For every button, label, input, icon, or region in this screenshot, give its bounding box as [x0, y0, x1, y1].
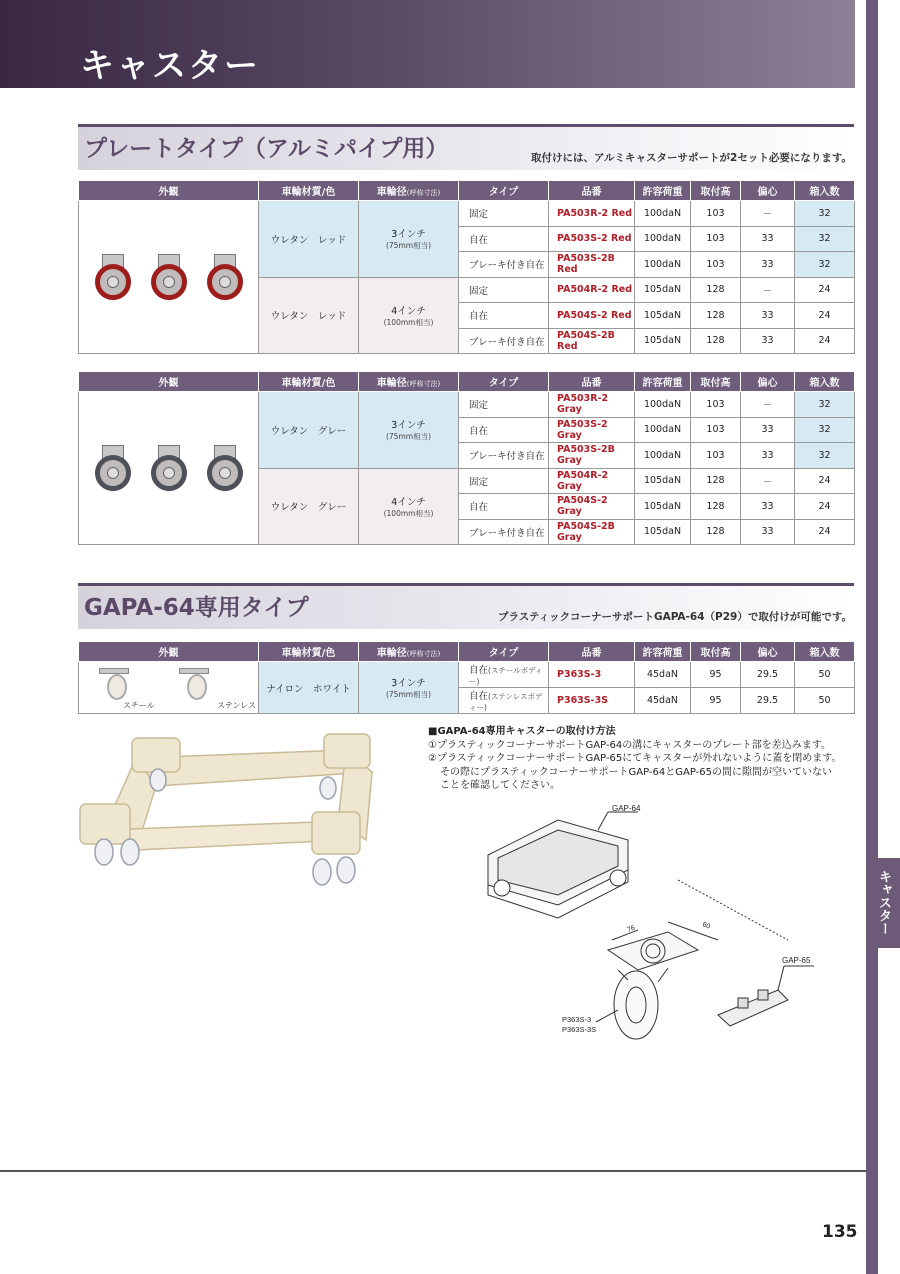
method-title: ■GAPA-64専用キャスターの取付け方法: [428, 726, 616, 737]
side-index-tab-label: キャスター: [876, 870, 891, 935]
offset-cell: －: [741, 201, 795, 227]
offset-cell: 33: [741, 226, 795, 252]
section-note: 取付けには、アルミキャスターサポートが2セット必要になります。: [530, 152, 852, 164]
load-cell: 100daN: [635, 392, 691, 418]
dimension-label-76: 76: [626, 924, 637, 934]
type-cell: 固定: [459, 201, 549, 227]
caster-photo: [173, 668, 223, 704]
method-step: その際にプラスティックコーナーサポートGAP-64とGAP-65の間に隙間が空いていない: [440, 766, 832, 778]
height-cell: 103: [691, 392, 741, 418]
product-image-red-casters: [79, 201, 259, 354]
product-code: P363S-3S: [549, 688, 635, 714]
qty-cell: 24: [795, 277, 855, 303]
table-row: [79, 662, 855, 688]
col-diameter: 車輪径(呼称寸法): [359, 372, 459, 392]
height-cell: 128: [691, 328, 741, 354]
section-title: プレートタイプ（アルミパイプ用）: [84, 136, 449, 162]
col-offset: 偏心: [741, 372, 795, 392]
height-cell: 128: [691, 468, 741, 494]
offset-cell: －: [741, 277, 795, 303]
qty-cell: 24: [795, 468, 855, 494]
caster-photo: [90, 439, 136, 497]
col-appearance: 外観: [79, 372, 259, 392]
material-cell: ウレタン グレー: [259, 468, 359, 545]
label-caster-p363s3s: P363S-3S: [562, 1025, 597, 1034]
type-cell: 自在: [459, 303, 549, 329]
col-height: 取付高: [691, 372, 741, 392]
qty-cell: 24: [795, 494, 855, 520]
type-cell: ブレーキ付き自在: [459, 443, 549, 469]
col-qty: 箱入数: [795, 372, 855, 392]
col-material: 車輪材質/色: [259, 372, 359, 392]
col-height: 取付高: [691, 642, 741, 662]
load-cell: 105daN: [635, 468, 691, 494]
type-cell: 自在(スチールボディー): [459, 662, 549, 688]
material-cell: ナイロン ホワイト: [259, 662, 359, 714]
dimension-label-60: 60: [701, 921, 712, 931]
col-type: タイプ: [459, 642, 549, 662]
type-cell: 自在: [459, 494, 549, 520]
caster-photo: [146, 248, 192, 306]
height-cell: 128: [691, 519, 741, 545]
caster-photo: [202, 439, 248, 497]
section-header-plate-type: [78, 124, 854, 170]
type-cell: ブレーキ付き自在: [459, 519, 549, 545]
section-note: プラスティックコーナーサポートGAPA-64（P29）で取付けが可能です。: [498, 611, 852, 623]
product-code: PA504S-2 Red: [549, 303, 635, 329]
offset-cell: 33: [741, 443, 795, 469]
height-cell: 95: [691, 688, 741, 714]
product-code: PA503S-2B Gray: [549, 443, 635, 469]
qty-cell: 32: [795, 392, 855, 418]
offset-cell: 33: [741, 252, 795, 278]
spec-table-red: [78, 180, 855, 354]
product-code: PA504S-2B Gray: [549, 519, 635, 545]
section-header-gapa64: [78, 583, 854, 629]
table-row: [79, 392, 855, 418]
table-header-row: [79, 372, 855, 392]
load-cell: 100daN: [635, 417, 691, 443]
diameter-cell: 3インチ (75mm相当): [359, 392, 459, 469]
col-appearance: 外観: [79, 642, 259, 662]
load-cell: 105daN: [635, 328, 691, 354]
table-header-row: [79, 181, 855, 201]
diameter-cell: 4インチ (100mm相当): [359, 277, 459, 354]
load-cell: 105daN: [635, 519, 691, 545]
col-type: タイプ: [459, 372, 549, 392]
col-appearance: 外観: [79, 181, 259, 201]
type-cell: 固定: [459, 277, 549, 303]
diameter-cell: 3インチ (75mm相当): [359, 201, 459, 278]
qty-cell: 50: [795, 688, 855, 714]
col-load: 許容荷重: [635, 181, 691, 201]
footer-rule: [0, 1170, 866, 1172]
qty-cell: 32: [795, 226, 855, 252]
col-height: 取付高: [691, 181, 741, 201]
load-cell: 105daN: [635, 494, 691, 520]
material-cell: ウレタン レッド: [259, 201, 359, 278]
assembly-diagram: [478, 800, 828, 1050]
qty-cell: 24: [795, 519, 855, 545]
offset-cell: 33: [741, 303, 795, 329]
offset-cell: 29.5: [741, 662, 795, 688]
col-qty: 箱入数: [795, 181, 855, 201]
col-offset: 偏心: [741, 642, 795, 662]
col-material: 車輪材質/色: [259, 181, 359, 201]
product-code: PA503R-2 Gray: [549, 392, 635, 418]
qty-cell: 50: [795, 662, 855, 688]
product-code: PA504R-2 Red: [549, 277, 635, 303]
image-label-stainless: ステンレス: [217, 700, 256, 710]
type-cell: 自在: [459, 226, 549, 252]
qty-cell: 24: [795, 303, 855, 329]
page-number: 135: [822, 1222, 858, 1242]
load-cell: 100daN: [635, 226, 691, 252]
product-code: P363S-3: [549, 662, 635, 688]
qty-cell: 32: [795, 252, 855, 278]
label-gap64: GAP-64: [612, 804, 641, 813]
method-step: ①プラスティックコーナーサポートGAP-64の溝にキャスターのプレート部を差込みます。: [428, 739, 831, 751]
qty-cell: 24: [795, 328, 855, 354]
height-cell: 128: [691, 303, 741, 329]
product-image-nylon-casters: [79, 662, 259, 714]
product-code: PA503S-2B Red: [549, 252, 635, 278]
height-cell: 128: [691, 494, 741, 520]
diameter-cell: 4インチ (100mm相当): [359, 468, 459, 545]
col-material: 車輪材質/色: [259, 642, 359, 662]
offset-cell: 29.5: [741, 688, 795, 714]
product-code: PA504S-2 Gray: [549, 494, 635, 520]
load-cell: 100daN: [635, 201, 691, 227]
offset-cell: －: [741, 468, 795, 494]
label-gap65: GAP-65: [782, 956, 811, 965]
col-code: 品番: [549, 642, 635, 662]
method-step: ②プラスティックコーナーサポートGAP-65にてキャスターが外れないように蓋を閉めます。: [428, 753, 842, 764]
height-cell: 103: [691, 252, 741, 278]
col-diameter: 車輪径(呼称寸法): [359, 181, 459, 201]
spec-table-gray: [78, 371, 855, 545]
caster-photo: [146, 439, 192, 497]
product-image-gray-casters: [79, 392, 259, 545]
type-cell: 固定: [459, 392, 549, 418]
offset-cell: 33: [741, 328, 795, 354]
product-code: PA503R-2 Red: [549, 201, 635, 227]
caster-photo: [202, 248, 248, 306]
col-code: 品番: [549, 181, 635, 201]
height-cell: 128: [691, 277, 741, 303]
method-step: ことを確認してください。: [440, 780, 560, 791]
col-diameter: 車輪径(呼称寸法): [359, 642, 459, 662]
product-code: PA503S-2 Gray: [549, 417, 635, 443]
load-cell: 45daN: [635, 688, 691, 714]
load-cell: 100daN: [635, 252, 691, 278]
offset-cell: －: [741, 392, 795, 418]
table-header-row: [79, 642, 855, 662]
load-cell: 100daN: [635, 443, 691, 469]
col-qty: 箱入数: [795, 642, 855, 662]
type-cell: ブレーキ付き自在: [459, 328, 549, 354]
spec-table-gapa: [78, 641, 855, 714]
height-cell: 103: [691, 417, 741, 443]
type-cell: 自在: [459, 417, 549, 443]
load-cell: 105daN: [635, 303, 691, 329]
offset-cell: 33: [741, 417, 795, 443]
diameter-cell: 3インチ (75mm相当): [359, 662, 459, 714]
installation-method: [428, 725, 858, 793]
height-cell: 95: [691, 662, 741, 688]
height-cell: 103: [691, 443, 741, 469]
col-type: タイプ: [459, 181, 549, 201]
height-cell: 103: [691, 201, 741, 227]
right-edge-bar: [866, 0, 878, 1274]
load-cell: 105daN: [635, 277, 691, 303]
load-cell: 45daN: [635, 662, 691, 688]
material-cell: ウレタン レッド: [259, 277, 359, 354]
col-load: 許容荷重: [635, 372, 691, 392]
height-cell: 103: [691, 226, 741, 252]
product-code: PA503S-2 Red: [549, 226, 635, 252]
product-code: PA504R-2 Gray: [549, 468, 635, 494]
dolly-photo: [76, 730, 396, 900]
table-row: [79, 201, 855, 227]
material-cell: ウレタン グレー: [259, 392, 359, 469]
col-code: 品番: [549, 372, 635, 392]
type-cell: ブレーキ付き自在: [459, 252, 549, 278]
label-caster-p363s3: P363S-3: [562, 1015, 592, 1024]
section-title: GAPA-64専用タイプ: [84, 595, 309, 621]
type-cell: 固定: [459, 468, 549, 494]
caster-photo: [93, 668, 143, 704]
col-offset: 偏心: [741, 181, 795, 201]
qty-cell: 32: [795, 201, 855, 227]
offset-cell: 33: [741, 494, 795, 520]
qty-cell: 32: [795, 443, 855, 469]
offset-cell: 33: [741, 519, 795, 545]
page-title: キャスター: [80, 46, 260, 86]
col-load: 許容荷重: [635, 642, 691, 662]
type-cell: 自在(ステンレスボディー): [459, 688, 549, 714]
product-code: PA504S-2B Red: [549, 328, 635, 354]
caster-photo: [90, 248, 136, 306]
image-label-steel: スチール: [123, 700, 155, 710]
qty-cell: 32: [795, 417, 855, 443]
